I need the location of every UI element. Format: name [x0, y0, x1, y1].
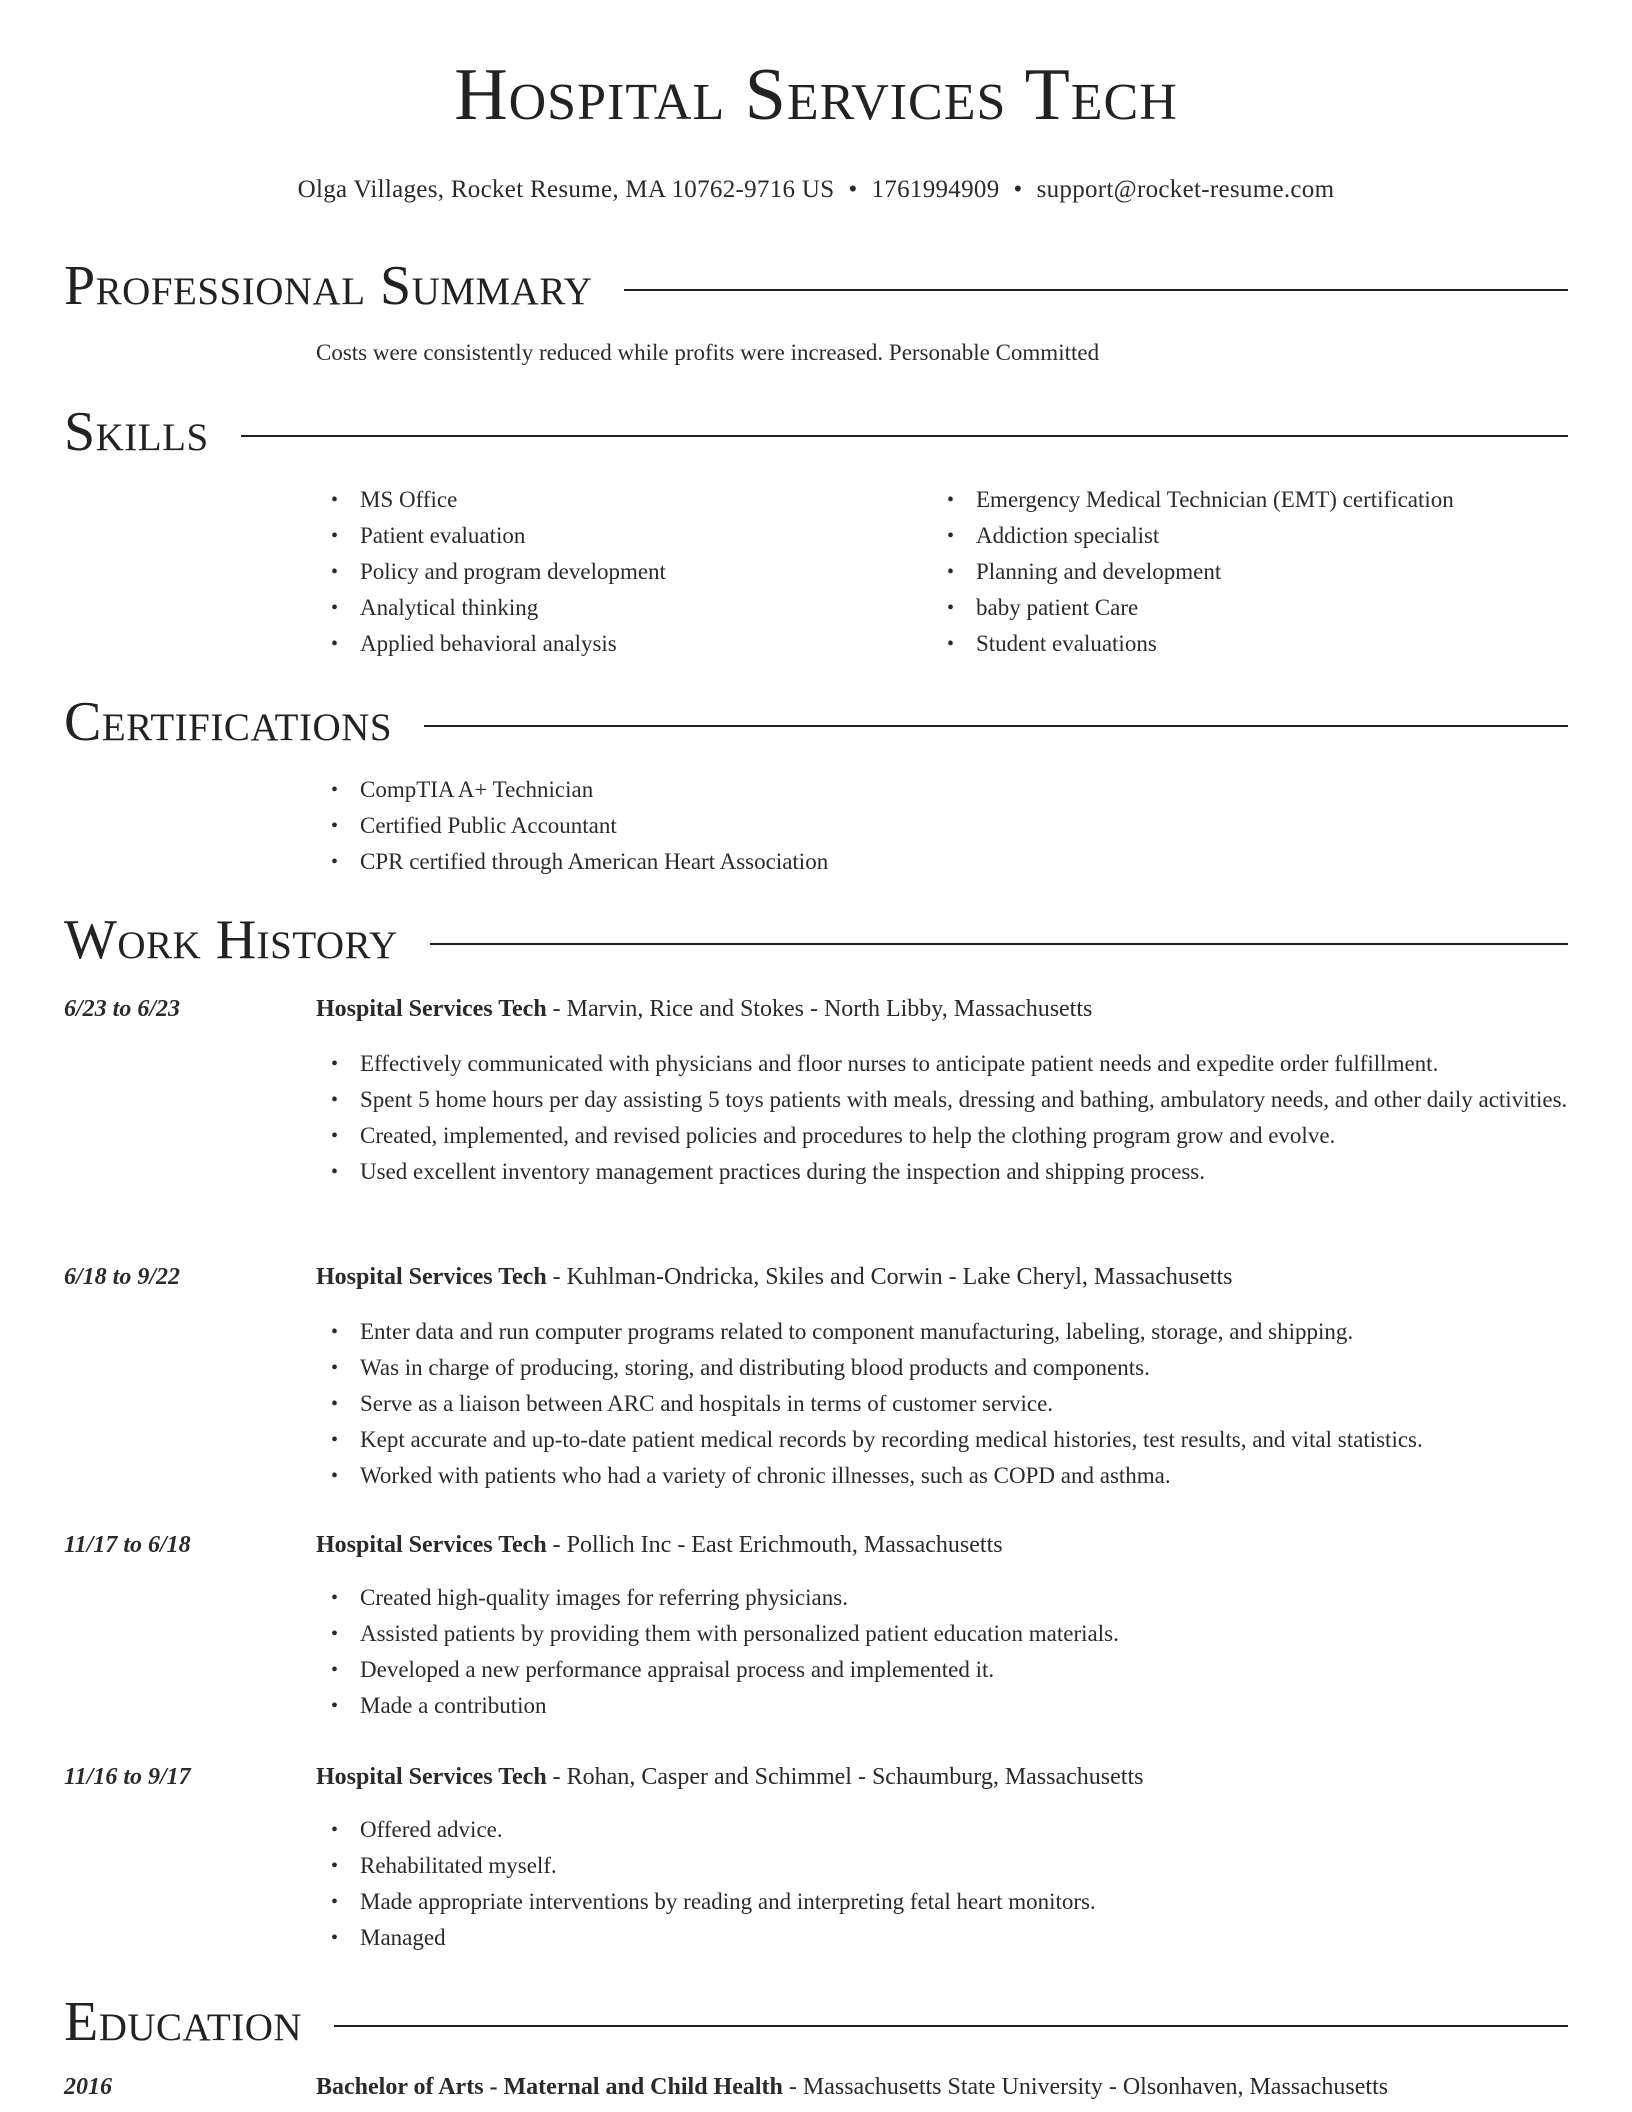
- job-employer: - Marvin, Rice and Stokes - North Libby, Massachusetts: [546, 996, 1093, 1022]
- job-bullet: • Created, implemented, and revised policies and procedures to help the clothing program grow and evolve.: [316, 1118, 1568, 1154]
- job-title-line: [316, 1532, 1003, 1559]
- education-year: 2016: [64, 2074, 112, 2100]
- section-divider: [424, 725, 1568, 727]
- job-bullet: • Rehabilitated myself.: [316, 1848, 1568, 1884]
- contact-phone: 1761994909: [871, 176, 1000, 203]
- summary-section-header: [64, 255, 1568, 317]
- job-bullets: [316, 1314, 1568, 1494]
- job-bullet: • Kept accurate and up-to-date patient medical records by recording medical histories, test results, and vital statistics.: [316, 1422, 1568, 1458]
- job-bullet: • Enter data and run computer programs related to component manufacturing, labeling, storage, and shipping.: [316, 1314, 1568, 1350]
- job-role: Hospital Services Tech: [316, 996, 547, 1022]
- job-dates: 6/23 to 6/23: [64, 996, 181, 1022]
- skill-item: • baby patient Care: [932, 590, 1454, 626]
- job-bullet: • Offered advice.: [316, 1812, 1568, 1848]
- skill-item: • MS Office: [316, 482, 666, 518]
- job-bullet: • Managed: [316, 1920, 1568, 1956]
- job-role: Hospital Services Tech: [316, 1264, 547, 1290]
- skill-item: • Addiction specialist: [932, 518, 1454, 554]
- skill-item: • Planning and development: [932, 554, 1454, 590]
- job-title-line: [316, 1264, 1233, 1291]
- certification-item: • CompTIA A+ Technician: [316, 772, 828, 808]
- contact-separator: •: [848, 176, 858, 203]
- skill-item: • Policy and program development: [316, 554, 666, 590]
- skills-section-header: [64, 401, 1568, 463]
- job-bullet: • Made appropriate interventions by reading and interpreting fetal heart monitors.: [316, 1884, 1568, 1920]
- contact-email: support@rocket-resume.com: [1036, 176, 1335, 203]
- skill-item: • Applied behavioral analysis: [316, 626, 666, 662]
- job-employer: - Kuhlman-Ondricka, Skiles and Corwin - Lake Cheryl, Massachusetts: [546, 1264, 1233, 1290]
- section-divider: [241, 435, 1568, 437]
- job-dates: 6/18 to 9/22: [64, 1264, 181, 1290]
- education-heading: Education: [64, 1991, 303, 2053]
- contact-line: [64, 176, 1568, 204]
- job-role: Hospital Services Tech: [316, 1764, 547, 1790]
- education-section-header: [64, 1991, 1568, 2053]
- job-title-line: [316, 996, 1092, 1023]
- job-bullet: • Assisted patients by providing them with personalized patient education materials.: [316, 1616, 1568, 1652]
- education-degree: Bachelor of Arts - Maternal and Child Health: [316, 2074, 783, 2100]
- summary-heading: Professional Summary: [64, 255, 593, 317]
- job-bullet: • Created high-quality images for referring physicians.: [316, 1580, 1568, 1616]
- contact-address: Olga Villages, Rocket Resume, MA 10762-9716 US: [297, 176, 835, 203]
- skill-item: • Patient evaluation: [316, 518, 666, 554]
- certifications-heading: Certifications: [64, 691, 393, 753]
- resume-title: Hospital Services Tech: [454, 54, 1178, 136]
- job-bullet: • Was in charge of producing, storing, and distributing blood products and components.: [316, 1350, 1568, 1386]
- job-bullet: • Worked with patients who had a variety of chronic illnesses, such as COPD and asthma.: [316, 1458, 1568, 1494]
- work-section-header: [64, 909, 1568, 971]
- certifications-list: [316, 772, 828, 880]
- job-bullets: [316, 1580, 1568, 1724]
- section-divider: [430, 943, 1568, 945]
- skill-item: • Analytical thinking: [316, 590, 666, 626]
- skill-item: • Student evaluations: [932, 626, 1454, 662]
- skill-item: • Emergency Medical Technician (EMT) certification: [932, 482, 1454, 518]
- skills-list-right: [932, 482, 1454, 662]
- job-dates: 11/17 to 6/18: [64, 1532, 191, 1558]
- job-bullet: • Effectively communicated with physicians and floor nurses to anticipate patient needs and expedite order fulfillment.: [316, 1046, 1568, 1082]
- job-bullet: • Spent 5 home hours per day assisting 5 toys patients with meals, dressing and bathing, ambulatory needs, and other daily activities.: [316, 1082, 1568, 1118]
- job-bullets: [316, 1812, 1568, 1956]
- job-bullet: • Made a contribution: [316, 1688, 1568, 1724]
- certifications-section-header: [64, 691, 1568, 753]
- section-divider: [624, 289, 1568, 291]
- job-employer: - Rohan, Casper and Schimmel - Schaumburg, Massachusetts: [546, 1764, 1144, 1790]
- job-title-line: [316, 1764, 1143, 1791]
- education-line: [316, 2074, 1388, 2101]
- skills-list-left: [316, 482, 666, 662]
- section-divider: [334, 2025, 1568, 2027]
- summary-text: Costs were consistently reduced while profits were increased. Personable Committed: [316, 340, 1100, 365]
- job-bullets: [316, 1046, 1568, 1190]
- job-bullet: • Used excellent inventory management practices during the inspection and shipping process.: [316, 1154, 1568, 1190]
- work-heading: Work History: [64, 909, 398, 971]
- certification-item: • Certified Public Accountant: [316, 808, 828, 844]
- job-role: Hospital Services Tech: [316, 1532, 547, 1558]
- education-school: - Massachusetts State University - Olsonhaven, Massachusetts: [782, 2074, 1389, 2100]
- job-employer: - Pollich Inc - East Erichmouth, Massachusetts: [546, 1532, 1003, 1558]
- job-bullet: • Developed a new performance appraisal process and implemented it.: [316, 1652, 1568, 1688]
- contact-separator: •: [1013, 176, 1023, 203]
- certification-item: • CPR certified through American Heart Association: [316, 844, 828, 880]
- job-dates: 11/16 to 9/17: [64, 1764, 191, 1790]
- job-bullet: • Serve as a liaison between ARC and hospitals in terms of customer service.: [316, 1386, 1568, 1422]
- skills-heading: Skills: [64, 401, 209, 463]
